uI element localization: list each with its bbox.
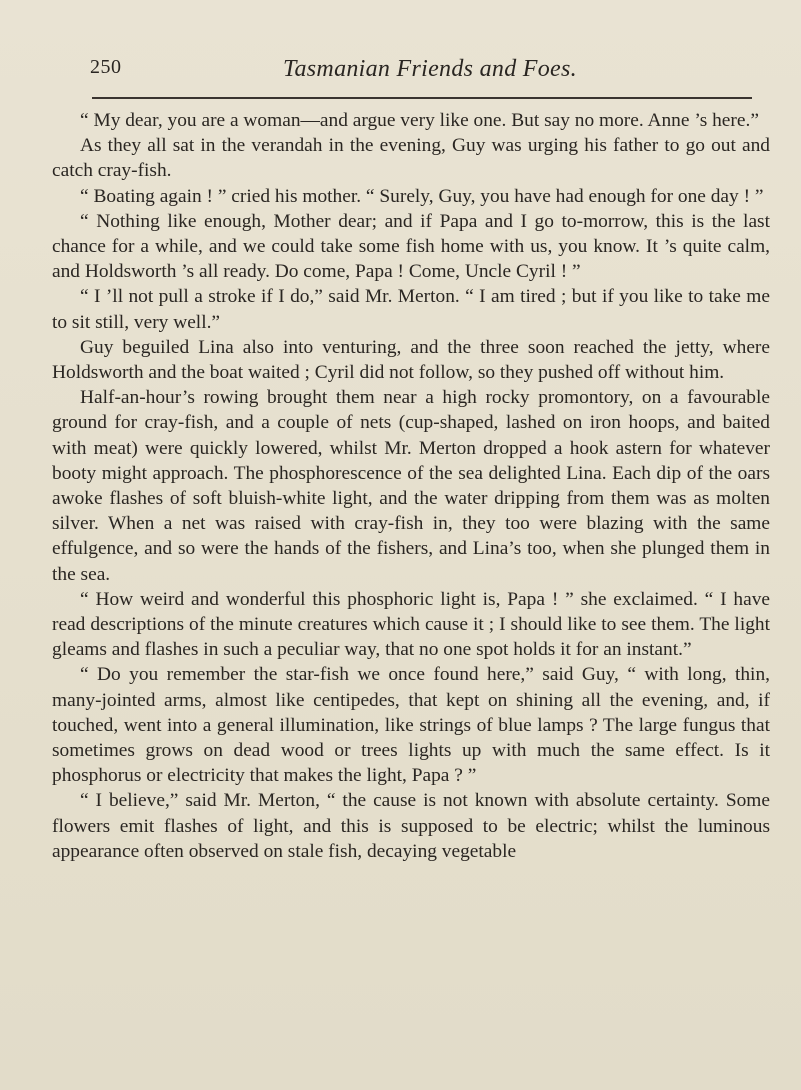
running-title: Tasmanian Friends and Foes. [283,56,577,82]
paragraph: “ Boating again ! ” cried his mother. “ Surely, Guy, you have had enough for one day ! ” [80,185,764,207]
page-number: 250 [90,56,122,78]
paragraph: Half-an-hour’s rowing brought them near a high rocky promontory, on a favourable ground for cray-fish, and a couple of nets (cup-shaped, lashed on iron hoops, and baited with meat) were quickly lowered, whilst Mr. Merton dropped a hook astern for whatever booty might approach. The phosphorescence of the sea delighted Lina. Each dip of the oars awoke flashes of soft bluish-white light, and the water dripping from them was as molten silver. When a net was raised with cray-fish in, they too were blazing with the same effulgence, and so were the hands of the fishers, and Lina’s too, when she plunged them in the sea. [52,387,770,585]
paragraph: “ My dear, you are a woman—and argue very like one. But say no more. Anne ’s here.” [80,110,759,131]
paragraph: “ Nothing like enough, Mother dear; and if Papa and I go to-morrow, this is the last chance for a while, and we could take some fish home with us, you know. It ’s quite calm, and Holdsworth ’s all ready. Do come, Papa ! Come, Uncle Cyril ! ” [52,210,770,283]
paragraph: “ How weird and wonderful this phosphoric light is, Papa ! ” she exclaimed. “ I have read descriptions of the minute creatures which cause it ; I should like to see them. The light gleams and flashes in such a peculiar way, that no one spot holds it for an instant.” [52,588,770,661]
paragraph: “ I believe,” said Mr. Merton, “ the cause is not known with absolute certainty. Some flowers emit flashes of light, and this is supposed to be electric; whilst the luminous appearance often observed on stale fish, decaying vegetable [52,790,770,862]
body-text [52,108,770,864]
page-header [90,56,770,90]
header-rule [92,97,752,99]
paragraph: As they all sat in the verandah in the evening, Guy was urging his father to go out and catch cray-fish. [52,135,770,182]
paragraph: “ Do you remember the star-fish we once found here,” said Guy, “ with long, thin, many-jointed arms, almost like centipedes, that kept on shining all the evening, and, if touched, went into a general illumination, like strings of blue lamps ? The large fungus that sometimes grows on dead wood or trees lights up with much the same effect. Is it phosphorus or electricity that makes the light, Papa ? ” [52,664,770,787]
paragraph: Guy beguiled Lina also into venturing, and the three soon reached the jetty, where Holdsworth and the boat waited ; Cyril did not follow, so they pushed off without him. [52,336,770,384]
paragraph: “ I ’ll not pull a stroke if I do,” said Mr. Merton. “ I am tired ; but if you like to take me to sit still, very well.” [52,286,770,333]
